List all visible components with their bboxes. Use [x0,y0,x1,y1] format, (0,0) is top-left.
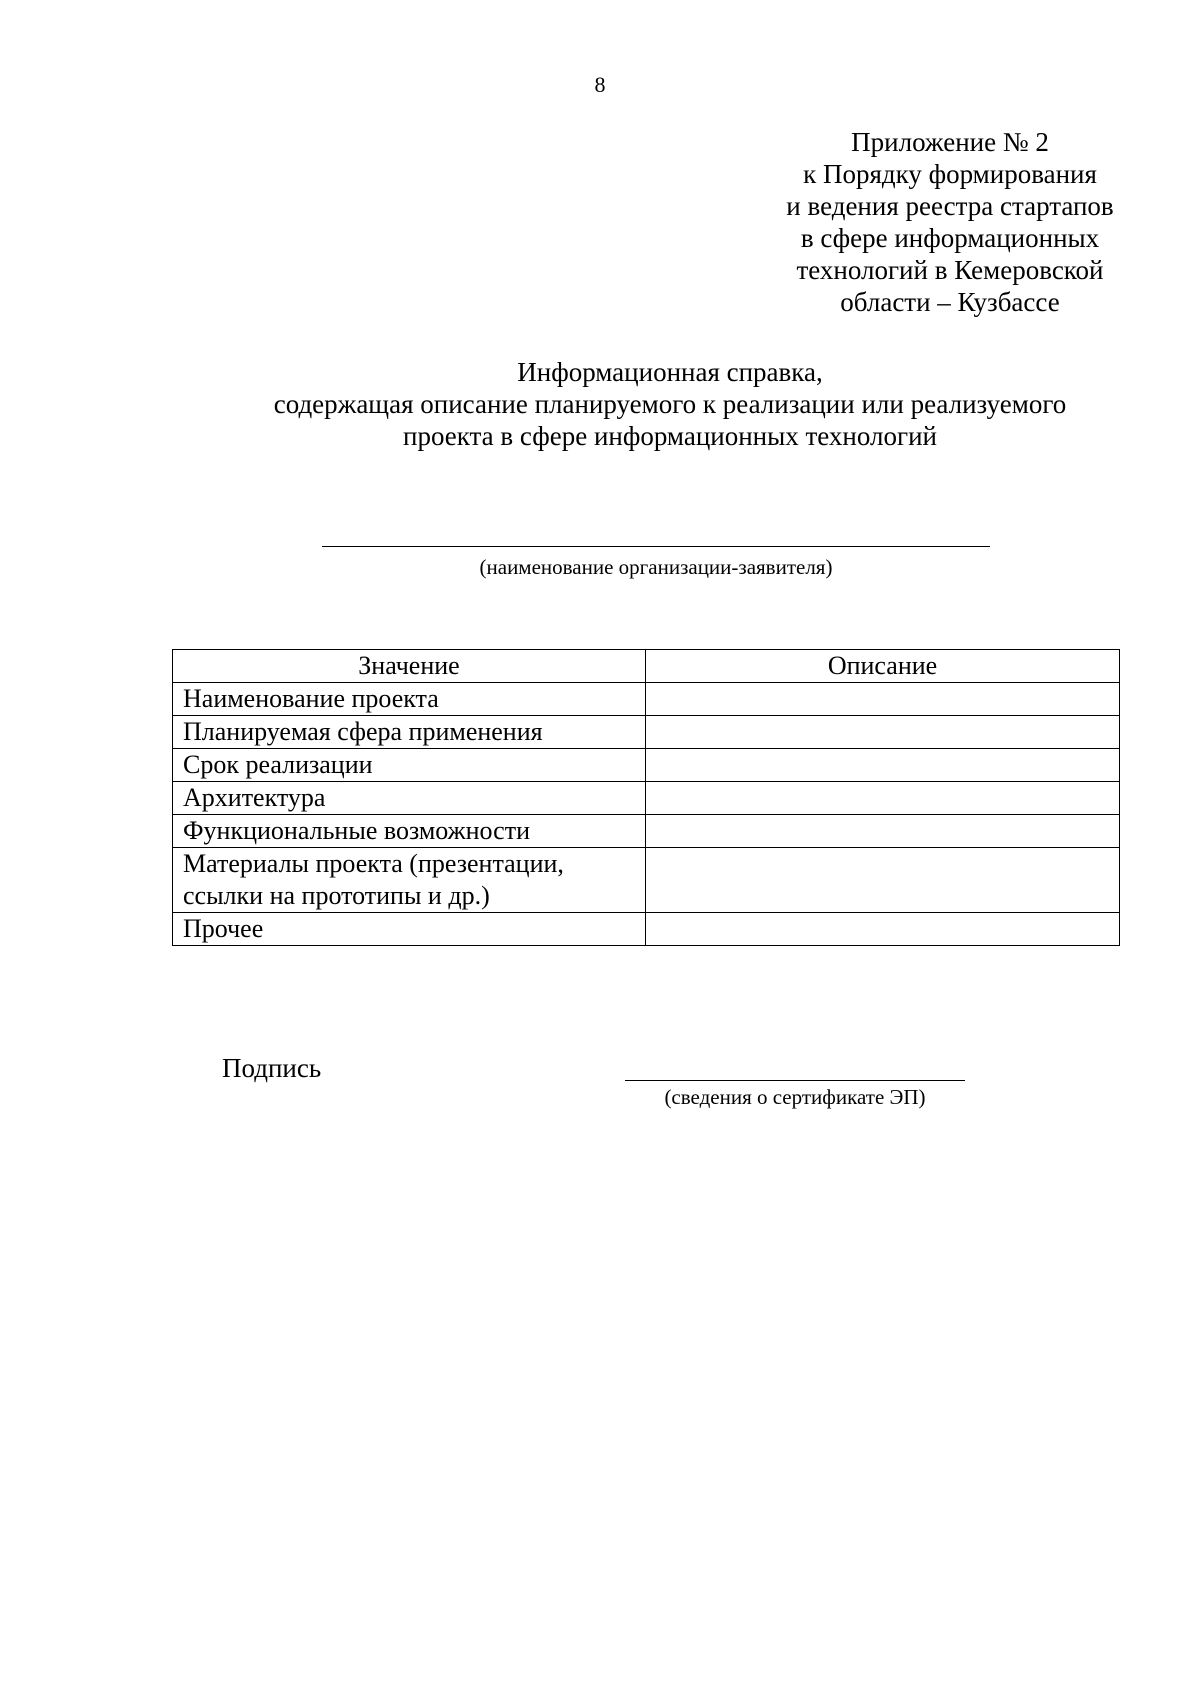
title-line: содержащая описание планируемого к реализации или реализуемого [273,389,1067,419]
table-row [173,749,1120,782]
header-description: Описание [646,650,1120,683]
row-value-cell: Функциональные возможности [173,815,646,848]
signature-caption: (сведения о сертификате ЭП) [664,1085,926,1109]
signature-field[interactable] [625,1080,965,1081]
row-value-cell: Срок реализации [173,749,646,782]
row-description-cell[interactable] [646,913,1120,946]
row-description-cell[interactable] [646,716,1120,749]
table-row [173,848,1120,913]
row-description-cell[interactable] [646,749,1120,782]
row-description-cell[interactable] [646,683,1120,716]
signature-label: Подпись [222,1053,322,1083]
row-description-cell[interactable] [646,848,1120,913]
row-value-cell: Материалы проекта (презентации, ссылки на прототипы и др.) [173,848,646,913]
appendix-header [700,126,1200,318]
organization-name-caption: (наименование организации-заявителя) [479,555,833,579]
row-value-cell: Архитектура [173,782,646,815]
header-value: Значение [173,650,646,683]
table-row [173,683,1120,716]
appendix-line: Приложение № 2 [851,127,1049,157]
organization-name-field[interactable] [322,546,990,547]
title-line: проекта в сфере информационных технологий [403,421,937,451]
page-number: 8 [594,72,606,97]
row-value-cell: Прочее [173,913,646,946]
table-row [173,782,1120,815]
document-title [230,356,1110,452]
appendix-line: в сфере информационных [800,223,1100,253]
table-row [173,913,1120,946]
table-row [173,815,1120,848]
title-line: Информационная справка, [517,357,823,387]
row-description-cell[interactable] [646,815,1120,848]
appendix-line: и ведения реестра стартапов [786,191,1114,221]
project-info-table [172,649,1120,946]
row-value-cell: Наименование проекта [173,683,646,716]
appendix-line: области – Кузбассе [840,287,1060,317]
row-value-cell: Планируемая сфера применения [173,716,646,749]
appendix-line: к Порядку формирования [803,159,1097,189]
appendix-line: технологий в Кемеровской [796,255,1104,285]
table-row [173,716,1120,749]
row-description-cell[interactable] [646,782,1120,815]
table-header-row [173,650,1120,683]
